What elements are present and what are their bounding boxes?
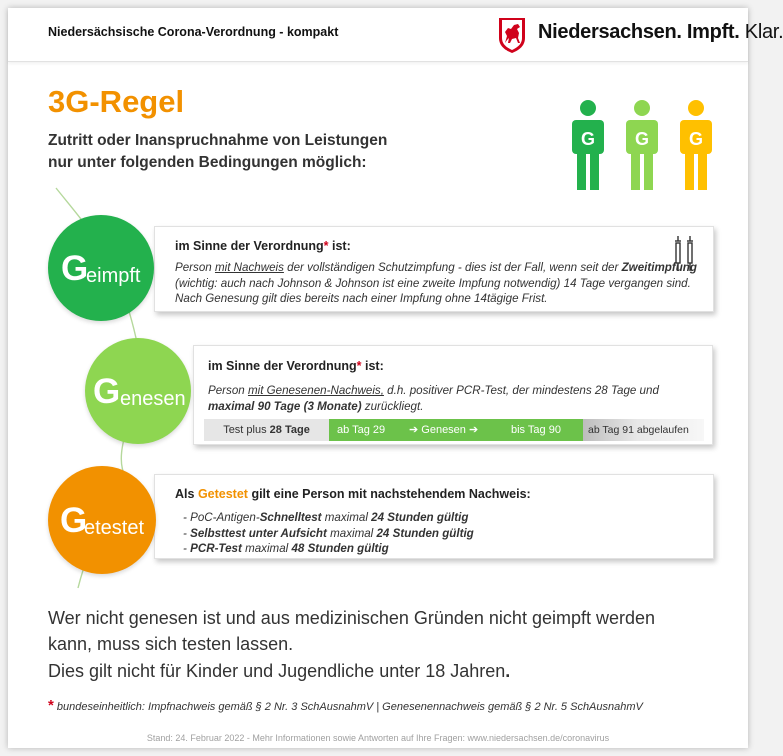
note-line-1: Wer nicht genesen ist und aus medizinischen Gründen nicht geimpft werden — [48, 608, 656, 628]
note-line-2: kann, muss sich testen lassen. — [48, 634, 294, 654]
page-title: 3G-Regel — [48, 84, 185, 119]
subtitle-line-2: nur unter folgenden Bedingungen möglich: — [48, 154, 367, 171]
syringe-icon — [667, 235, 701, 273]
brand-name: Niedersachsen. — [538, 21, 682, 43]
list-item: - PCR-Test maximal 48 Stunden gültig — [183, 542, 389, 555]
brand-klar: Klar. — [739, 21, 783, 43]
three-people-ggg-icon — [562, 100, 722, 192]
timeline-to: bis Tag 90 — [511, 424, 561, 436]
svg-text:G: G — [580, 129, 596, 149]
card-getestet — [154, 474, 714, 559]
geimpft-text: Person mit Nachweis der vollständigen Schutzimpfung - dies ist der Fall, wenn seit der Zweitimpfung (wichtig: auch nach Johnson & Johnson ist eine zweite Impfung notwendig) 14 Tage vergangen sind. Nach Genesung gilt dies bereits nach einer Impfung ohne 14tägige Frist. — [175, 261, 697, 305]
getestet-list — [183, 510, 683, 557]
list-item: - PoC-Antigen-Schnelltest maximal 24 Stunden gültig — [183, 511, 469, 524]
svg-text:G: G — [688, 129, 704, 149]
list-item: - Selbsttest unter Aufsicht maximal 24 Stunden gültig — [183, 526, 474, 540]
subtitle-line-1: Zutritt oder Inanspruchnahme von Leistungen — [48, 132, 388, 149]
brand-impft: Impft. — [681, 21, 740, 43]
footer-source: Stand: 24. Februar 2022 - Mehr Informationen sowie Antworten auf Ihre Fragen: www.niedersachsen.de/coronavirus — [146, 733, 610, 743]
genesen-timeline — [204, 419, 704, 441]
footnote: * bundeseinheitlich: Impfnachweis gemäß § 2 Nr. 3 SchAusnahmV | Genesenennachweis gemäß § 2 Nr. 5 SchAusnahmV — [48, 697, 643, 714]
brand-claim — [538, 21, 783, 44]
circle-genesen: G enesen — [85, 338, 191, 444]
timeline-test-period: Test plus 28 Tage — [204, 419, 329, 441]
timeline-from: ab Tag 29 — [337, 424, 386, 436]
circle-geimpft: G eimpft — [48, 215, 154, 321]
note-line-3: Dies gilt nicht für Kinder und Jugendliche unter 18 Jahren. — [48, 661, 511, 681]
card-genesen — [193, 345, 713, 445]
timeline-expired: ab Tag 91 abgelaufen — [583, 419, 704, 441]
lower-saxony-horse-logo-icon — [497, 16, 527, 54]
svg-text:G: G — [634, 129, 650, 149]
timeline-genesen-label: ➔ Genesen ➔ — [409, 424, 479, 436]
timeline-genesen-period — [329, 419, 583, 441]
geimpft-heading: im Sinne der Verordnung* ist: — [175, 239, 351, 253]
genesen-text: Person mit Genesenen-Nachweis, d.h. positiver PCR-Test, der mindestens 28 Tage und maximal 90 Tage (3 Monate) zurückliegt. — [208, 384, 659, 413]
person-geimpft-icon — [572, 100, 604, 190]
genesen-heading: im Sinne der Verordnung* ist: — [208, 359, 384, 373]
header-bar — [8, 8, 783, 62]
person-genesen-icon — [626, 100, 658, 190]
infographic-page — [8, 8, 783, 748]
circle-getestet: G etestet — [48, 466, 156, 574]
person-getestet-icon — [680, 100, 712, 190]
card-geimpft — [154, 226, 714, 312]
header-title: Niedersächsische Corona-Verordnung - kompakt — [48, 25, 339, 39]
getestet-heading: Als Getestet gilt eine Person mit nachstehendem Nachweis: — [175, 487, 531, 501]
